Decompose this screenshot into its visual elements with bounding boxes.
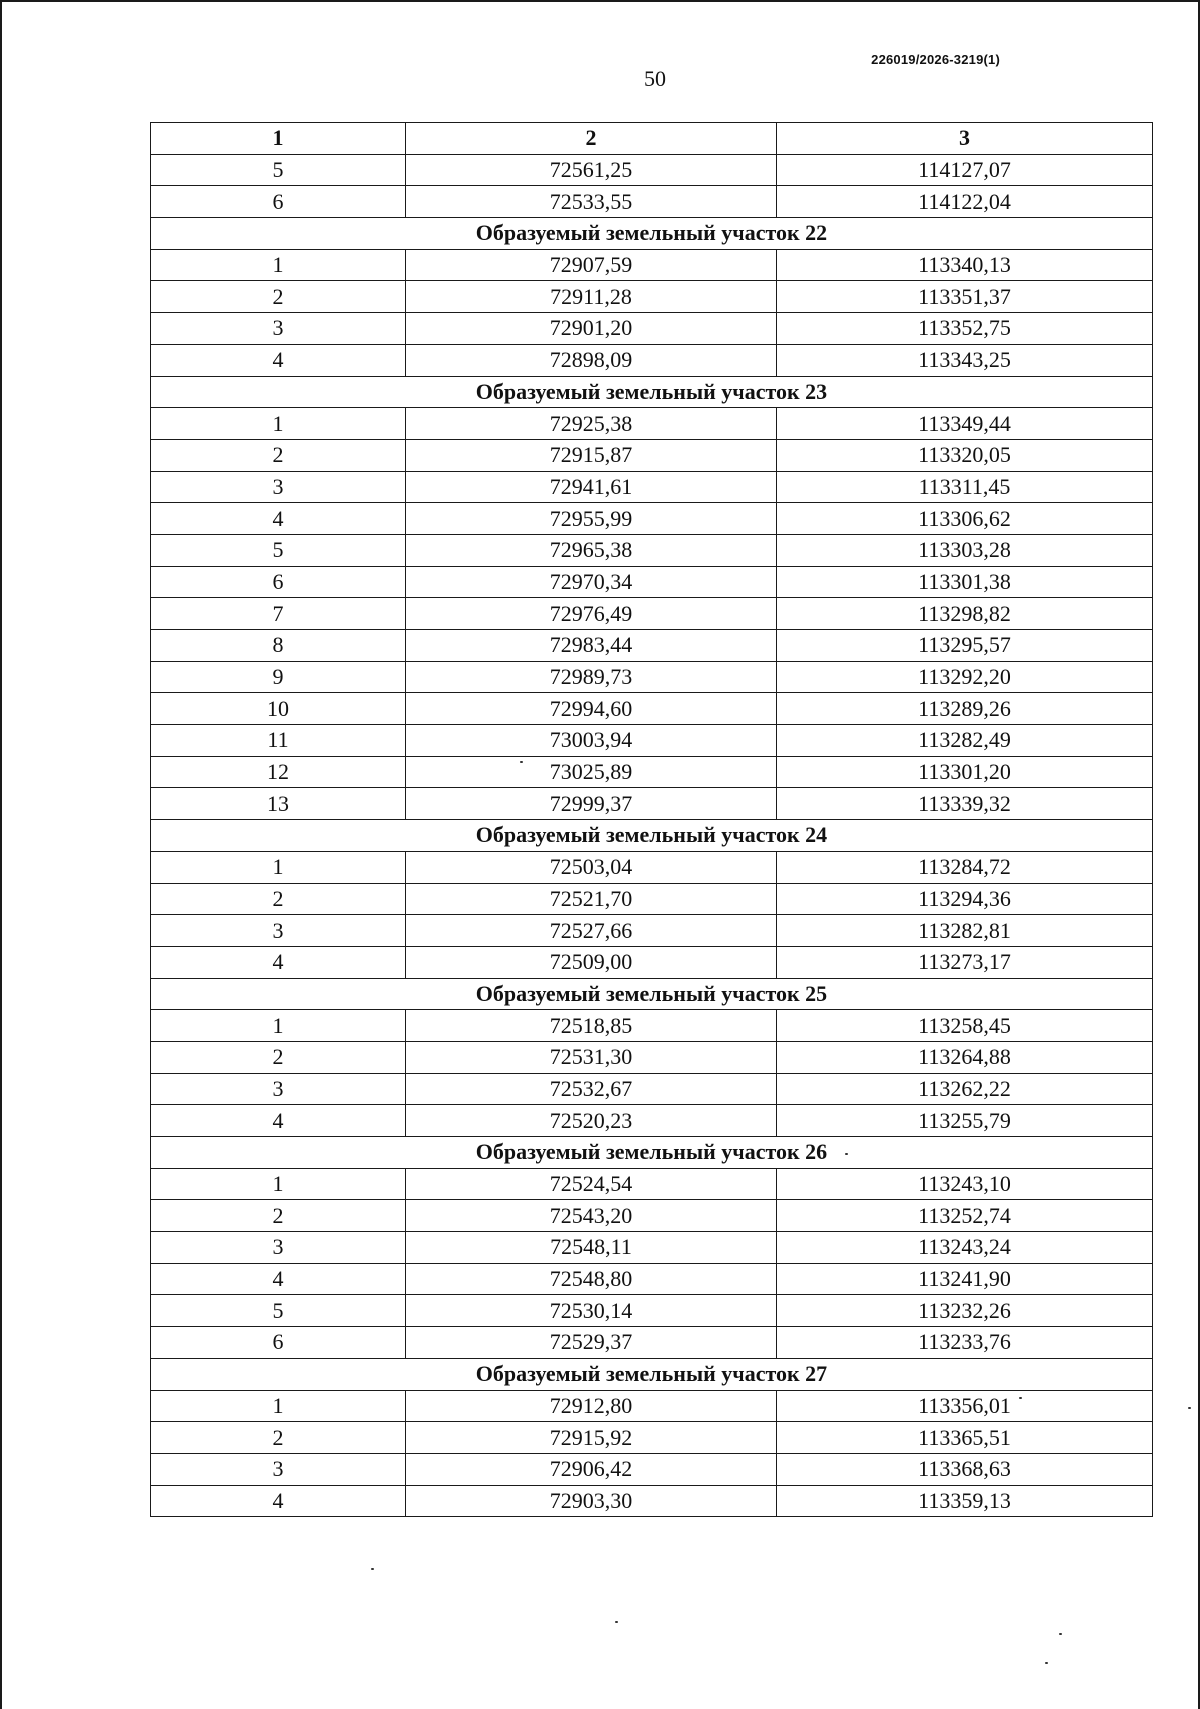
page-border-left bbox=[0, 0, 2, 1709]
table-row bbox=[151, 725, 1153, 757]
x-coordinate-cell: 72509,00 bbox=[406, 946, 777, 978]
table-header-row bbox=[151, 123, 1153, 155]
y-coordinate-cell: 113258,45 bbox=[777, 1010, 1153, 1042]
x-coordinate-cell: 72911,28 bbox=[406, 281, 777, 313]
y-coordinate-cell: 113284,72 bbox=[777, 851, 1153, 883]
table-row bbox=[151, 1168, 1153, 1200]
x-coordinate-cell: 73025,89 bbox=[406, 756, 777, 788]
point-number-cell: 1 bbox=[151, 249, 406, 281]
table-row bbox=[151, 534, 1153, 566]
point-number-cell: 2 bbox=[151, 1422, 406, 1454]
y-coordinate-cell: 113233,76 bbox=[777, 1327, 1153, 1359]
x-coordinate-cell: 72906,42 bbox=[406, 1453, 777, 1485]
scan-speck bbox=[520, 761, 523, 763]
point-number-cell: 5 bbox=[151, 534, 406, 566]
scan-speck bbox=[1188, 1407, 1191, 1409]
table-row bbox=[151, 1422, 1153, 1454]
x-coordinate-cell: 72915,87 bbox=[406, 439, 777, 471]
point-number-cell: 2 bbox=[151, 883, 406, 915]
section-title: Образуемый земельный участок 23 bbox=[151, 376, 1153, 408]
y-coordinate-cell: 113301,20 bbox=[777, 756, 1153, 788]
coordinates-table bbox=[150, 122, 1153, 1517]
y-coordinate-cell: 113243,24 bbox=[777, 1232, 1153, 1264]
x-coordinate-cell: 72529,37 bbox=[406, 1327, 777, 1359]
section-title: Образуемый земельный участок 26 bbox=[151, 1137, 1153, 1169]
point-number-cell: 11 bbox=[151, 725, 406, 757]
x-coordinate-cell: 72533,55 bbox=[406, 186, 777, 218]
y-coordinate-cell: 113298,82 bbox=[777, 598, 1153, 630]
section-row bbox=[151, 820, 1153, 852]
x-coordinate-cell: 72965,38 bbox=[406, 534, 777, 566]
point-number-cell: 7 bbox=[151, 598, 406, 630]
point-number-cell: 4 bbox=[151, 344, 406, 376]
section-title: Образуемый земельный участок 22 bbox=[151, 218, 1153, 250]
y-coordinate-cell: 113243,10 bbox=[777, 1168, 1153, 1200]
table-row bbox=[151, 503, 1153, 535]
x-coordinate-cell: 72994,60 bbox=[406, 693, 777, 725]
table-row bbox=[151, 249, 1153, 281]
x-coordinate-cell: 72561,25 bbox=[406, 154, 777, 186]
point-number-cell: 1 bbox=[151, 851, 406, 883]
section-row bbox=[151, 218, 1153, 250]
point-number-cell: 4 bbox=[151, 503, 406, 535]
x-coordinate-cell: 72543,20 bbox=[406, 1200, 777, 1232]
point-number-cell: 2 bbox=[151, 1200, 406, 1232]
scan-speck bbox=[1045, 1662, 1048, 1664]
x-coordinate-cell: 72989,73 bbox=[406, 661, 777, 693]
point-number-cell: 10 bbox=[151, 693, 406, 725]
point-number-cell: 9 bbox=[151, 661, 406, 693]
y-coordinate-cell: 113295,57 bbox=[777, 630, 1153, 662]
x-coordinate-cell: 73003,94 bbox=[406, 725, 777, 757]
y-coordinate-cell: 113349,44 bbox=[777, 408, 1153, 440]
x-coordinate-cell: 72912,80 bbox=[406, 1390, 777, 1422]
page-border-top bbox=[0, 0, 1200, 2]
point-number-cell: 5 bbox=[151, 1295, 406, 1327]
table-row bbox=[151, 1010, 1153, 1042]
table-row bbox=[151, 281, 1153, 313]
point-number-cell: 4 bbox=[151, 1263, 406, 1295]
y-coordinate-cell: 113294,36 bbox=[777, 883, 1153, 915]
x-coordinate-cell: 72901,20 bbox=[406, 313, 777, 345]
y-coordinate-cell: 113255,79 bbox=[777, 1105, 1153, 1137]
y-coordinate-cell: 113340,13 bbox=[777, 249, 1153, 281]
y-coordinate-cell: 113320,05 bbox=[777, 439, 1153, 471]
x-coordinate-cell: 72503,04 bbox=[406, 851, 777, 883]
x-coordinate-cell: 72941,61 bbox=[406, 471, 777, 503]
point-number-cell: 1 bbox=[151, 1390, 406, 1422]
column-header-1: 1 bbox=[151, 123, 406, 155]
point-number-cell: 3 bbox=[151, 313, 406, 345]
document-number: 226019/2026-3219(1) bbox=[871, 52, 1000, 67]
point-number-cell: 13 bbox=[151, 788, 406, 820]
table-row bbox=[151, 313, 1153, 345]
section-row bbox=[151, 376, 1153, 408]
point-number-cell: 5 bbox=[151, 154, 406, 186]
table-body bbox=[151, 154, 1153, 1517]
x-coordinate-cell: 72903,30 bbox=[406, 1485, 777, 1517]
table-row bbox=[151, 1453, 1153, 1485]
column-header-2: 2 bbox=[406, 123, 777, 155]
table-row bbox=[151, 1263, 1153, 1295]
point-number-cell: 1 bbox=[151, 1010, 406, 1042]
point-number-cell: 3 bbox=[151, 915, 406, 947]
point-number-cell: 3 bbox=[151, 1073, 406, 1105]
x-coordinate-cell: 72999,37 bbox=[406, 788, 777, 820]
x-coordinate-cell: 72548,80 bbox=[406, 1263, 777, 1295]
table-row bbox=[151, 1073, 1153, 1105]
scan-speck bbox=[1059, 1633, 1062, 1635]
section-row bbox=[151, 1137, 1153, 1169]
x-coordinate-cell: 72527,66 bbox=[406, 915, 777, 947]
table-row bbox=[151, 788, 1153, 820]
y-coordinate-cell: 113343,25 bbox=[777, 344, 1153, 376]
table-row bbox=[151, 1327, 1153, 1359]
y-coordinate-cell: 113356,01 bbox=[777, 1390, 1153, 1422]
y-coordinate-cell: 113352,75 bbox=[777, 313, 1153, 345]
table-row bbox=[151, 1390, 1153, 1422]
x-coordinate-cell: 72915,92 bbox=[406, 1422, 777, 1454]
table-row bbox=[151, 756, 1153, 788]
table-row bbox=[151, 186, 1153, 218]
x-coordinate-cell: 72976,49 bbox=[406, 598, 777, 630]
section-title: Образуемый земельный участок 27 bbox=[151, 1358, 1153, 1390]
table-row bbox=[151, 1041, 1153, 1073]
point-number-cell: 6 bbox=[151, 1327, 406, 1359]
y-coordinate-cell: 113339,32 bbox=[777, 788, 1153, 820]
point-number-cell: 2 bbox=[151, 281, 406, 313]
y-coordinate-cell: 113282,81 bbox=[777, 915, 1153, 947]
y-coordinate-cell: 113292,20 bbox=[777, 661, 1153, 693]
x-coordinate-cell: 72970,34 bbox=[406, 566, 777, 598]
table-row bbox=[151, 661, 1153, 693]
y-coordinate-cell: 113368,63 bbox=[777, 1453, 1153, 1485]
y-coordinate-cell: 113351,37 bbox=[777, 281, 1153, 313]
point-number-cell: 8 bbox=[151, 630, 406, 662]
table-row bbox=[151, 851, 1153, 883]
y-coordinate-cell: 113241,90 bbox=[777, 1263, 1153, 1295]
table-row bbox=[151, 1105, 1153, 1137]
scan-speck bbox=[1019, 1397, 1022, 1399]
column-header-3: 3 bbox=[777, 123, 1153, 155]
y-coordinate-cell: 113273,17 bbox=[777, 946, 1153, 978]
point-number-cell: 3 bbox=[151, 471, 406, 503]
point-number-cell: 12 bbox=[151, 756, 406, 788]
x-coordinate-cell: 72524,54 bbox=[406, 1168, 777, 1200]
y-coordinate-cell: 113359,13 bbox=[777, 1485, 1153, 1517]
x-coordinate-cell: 72955,99 bbox=[406, 503, 777, 535]
y-coordinate-cell: 114122,04 bbox=[777, 186, 1153, 218]
y-coordinate-cell: 113232,26 bbox=[777, 1295, 1153, 1327]
table-row bbox=[151, 408, 1153, 440]
page-number: 50 bbox=[644, 66, 666, 91]
y-coordinate-cell: 113306,62 bbox=[777, 503, 1153, 535]
y-coordinate-cell: 113289,26 bbox=[777, 693, 1153, 725]
table-row bbox=[151, 1232, 1153, 1264]
scan-speck bbox=[845, 1153, 848, 1155]
y-coordinate-cell: 113262,22 bbox=[777, 1073, 1153, 1105]
table-row bbox=[151, 693, 1153, 725]
x-coordinate-cell: 72925,38 bbox=[406, 408, 777, 440]
y-coordinate-cell: 113264,88 bbox=[777, 1041, 1153, 1073]
x-coordinate-cell: 72898,09 bbox=[406, 344, 777, 376]
table-row bbox=[151, 883, 1153, 915]
table-row bbox=[151, 1485, 1153, 1517]
y-coordinate-cell: 113311,45 bbox=[777, 471, 1153, 503]
table-row bbox=[151, 1200, 1153, 1232]
scan-speck bbox=[371, 1568, 374, 1570]
point-number-cell: 2 bbox=[151, 439, 406, 471]
x-coordinate-cell: 72520,23 bbox=[406, 1105, 777, 1137]
y-coordinate-cell: 113252,74 bbox=[777, 1200, 1153, 1232]
table-row bbox=[151, 566, 1153, 598]
y-coordinate-cell: 113303,28 bbox=[777, 534, 1153, 566]
table-row bbox=[151, 1295, 1153, 1327]
table-row bbox=[151, 154, 1153, 186]
table-row bbox=[151, 630, 1153, 662]
section-title: Образуемый земельный участок 25 bbox=[151, 978, 1153, 1010]
point-number-cell: 3 bbox=[151, 1232, 406, 1264]
y-coordinate-cell: 113365,51 bbox=[777, 1422, 1153, 1454]
point-number-cell: 6 bbox=[151, 186, 406, 218]
x-coordinate-cell: 72518,85 bbox=[406, 1010, 777, 1042]
x-coordinate-cell: 72548,11 bbox=[406, 1232, 777, 1264]
x-coordinate-cell: 72521,70 bbox=[406, 883, 777, 915]
table-row bbox=[151, 439, 1153, 471]
table-row bbox=[151, 471, 1153, 503]
section-title: Образуемый земельный участок 24 bbox=[151, 820, 1153, 852]
section-row bbox=[151, 978, 1153, 1010]
table-row bbox=[151, 946, 1153, 978]
section-row bbox=[151, 1358, 1153, 1390]
x-coordinate-cell: 72531,30 bbox=[406, 1041, 777, 1073]
point-number-cell: 4 bbox=[151, 1485, 406, 1517]
point-number-cell: 4 bbox=[151, 946, 406, 978]
y-coordinate-cell: 113301,38 bbox=[777, 566, 1153, 598]
table-row bbox=[151, 915, 1153, 947]
point-number-cell: 1 bbox=[151, 408, 406, 440]
x-coordinate-cell: 72907,59 bbox=[406, 249, 777, 281]
point-number-cell: 3 bbox=[151, 1453, 406, 1485]
x-coordinate-cell: 72530,14 bbox=[406, 1295, 777, 1327]
y-coordinate-cell: 113282,49 bbox=[777, 725, 1153, 757]
table-row bbox=[151, 344, 1153, 376]
x-coordinate-cell: 72983,44 bbox=[406, 630, 777, 662]
table-row bbox=[151, 598, 1153, 630]
point-number-cell: 1 bbox=[151, 1168, 406, 1200]
x-coordinate-cell: 72532,67 bbox=[406, 1073, 777, 1105]
point-number-cell: 4 bbox=[151, 1105, 406, 1137]
point-number-cell: 6 bbox=[151, 566, 406, 598]
scan-speck bbox=[615, 1621, 618, 1623]
y-coordinate-cell: 114127,07 bbox=[777, 154, 1153, 186]
point-number-cell: 2 bbox=[151, 1041, 406, 1073]
